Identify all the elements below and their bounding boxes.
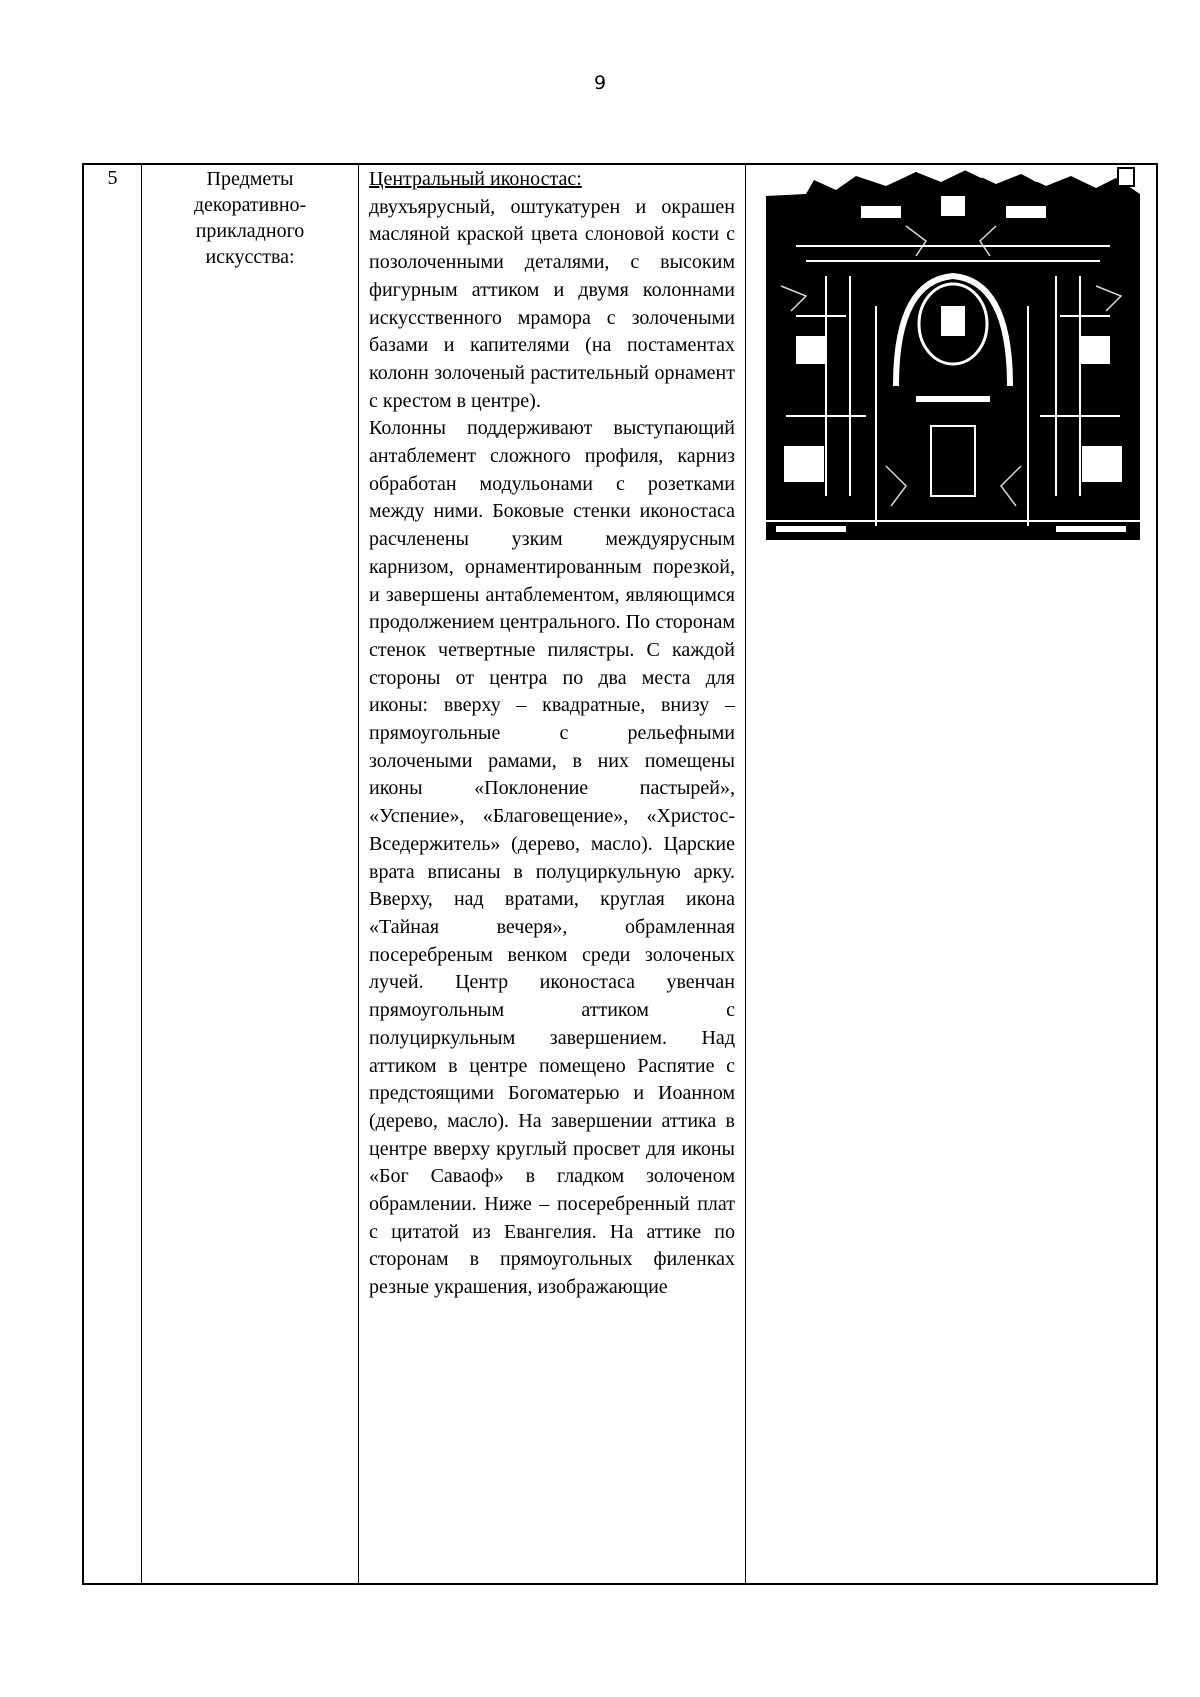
description-title: Центральный иконостас: — [369, 168, 582, 190]
row-number: 5 — [84, 165, 142, 1583]
description-cell — [359, 165, 746, 1583]
photo-cell — [746, 165, 1156, 1583]
object-table — [82, 163, 1158, 1585]
page-number: 9 — [593, 72, 607, 94]
description-paragraph-2: Колонны поддерживают выступающий антаблемент сложного профиля, карниз обработан модульонами с розетками между ними. Боковые стенки иконостаса расчленены узким междуярусным карнизом, орнаментированным порезкой, и завершены антаблементом, являющимся продолжением центрального. По сторонам стенок четвертные пилястры. С каждой стороны от центра по два места для иконы: вверху – квадратные, внизу – прямоугольные с рельефными золочеными рамами, в них помещены иконы «Поклонение пастырей», «Успение», «Благовещение», «Христос-Вседержитель» (дерево, масло). Царские врата вписаны в полуциркульную арку. Вверху, над вратами, круглая икона «Тайная вечеря», обрамленная посеребреным венком среди золоченых лучей. Центр иконостаса увенчан прямоугольным аттиком с полуциркульным завершением. Над аттиком в центре помещено Распятие с предстоящими Богоматерью и Иоанном (дерево, масло). На завершении аттика в центре вверху круглый просвет для иконы «Бог Саваоф» в гладком золоченом обрамлении. Ниже – посеребренный плат с цитатой из Евангелия. На аттике по сторонам в прямоугольных филенках резные украшения, изображающие — [369, 417, 735, 1299]
category-cell: Предметы декоративно-прикладного искусства: — [142, 165, 359, 1583]
iconostasis-photo — [766, 166, 1140, 540]
description-paragraph-1: двухъярусный, оштукатурен и окрашен масляной краской цвета слоновой кости с позолоченными деталями, с высоким фигурным аттиком и двумя колоннами искусственного мрамора с золочеными базами и капителями (на постаментах колонн золоченый растительный орнамент с крестом в центре). — [369, 195, 735, 412]
